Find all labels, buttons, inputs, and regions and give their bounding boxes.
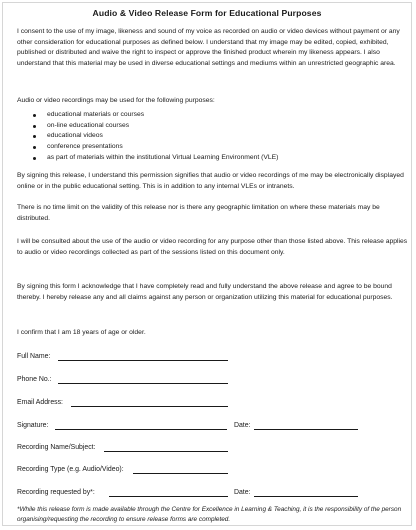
list-item: educational videos [31, 131, 278, 142]
recording-type-field[interactable] [133, 473, 228, 474]
document-page [2, 2, 412, 526]
date-field-2[interactable] [254, 496, 358, 497]
age-confirmation: I confirm that I am 18 years of age or older. [17, 329, 146, 336]
phone-field[interactable] [58, 383, 228, 384]
footnote: *While this release form is made available through the Centre for Excellence in Learning & Teaching, it is the responsibility of the person organising/requesting the recording to ensure release forms are completed. [17, 506, 402, 523]
email-label: Email Address: [17, 399, 63, 406]
date-field[interactable] [254, 429, 358, 430]
purposes-list [31, 110, 278, 164]
recording-name-field[interactable] [104, 451, 228, 452]
purposes-intro: Audio or video recordings may be used for the following purposes: [17, 97, 215, 104]
phone-label: Phone No.: [17, 376, 52, 383]
list-item: on-line educational courses [31, 121, 278, 132]
list-item: as part of materials within the institutional Virtual Learning Environment (VLE) [31, 153, 278, 164]
email-field[interactable] [71, 406, 228, 407]
full-name-field[interactable] [58, 360, 228, 361]
consultation-paragraph: I will be consulted about the use of the audio or video recording for any purpose other than those listed above. This release applies to audio or video recordings collected as part of the sessions listed on this document only. [17, 238, 408, 256]
time-limit-paragraph: There is no time limit on the validity of this release nor is there any geographic limitation on where these materials may be distributed. [17, 204, 380, 222]
signature-field[interactable] [55, 429, 227, 430]
recording-type-label: Recording Type (e.g. Audio/Video): [17, 466, 124, 473]
recording-name-label: Recording Name/Subject: [17, 444, 96, 451]
full-name-label: Full Name: [17, 353, 51, 360]
acknowledgement-paragraph: By signing this form I acknowledge that I have completely read and fully understand the above release and agree to be bound thereby. I hereby release any and all claims against any person or organization utilizing this material for educational purposes. [17, 283, 393, 301]
requested-by-label: Recording requested by*: [17, 489, 95, 496]
form-title: Audio & Video Release Form for Educational Purposes [92, 8, 322, 18]
requested-by-field[interactable] [109, 496, 228, 497]
list-item: educational materials or courses [31, 110, 278, 121]
date-label-2: Date: [234, 489, 251, 496]
list-item: conference presentations [31, 142, 278, 153]
consent-paragraph: I consent to the use of my image, likeness and sound of my voice as recorded on audio or video devices without payment or any other consideration for educational purposes as defined below. I understand that my image may be edited, copied, exhibited, published or distributed and waive the right to inspect or approve the finished product wherein my likeness appears. I also understand that this material may be used in diverse educational settings and mediums within an unrestricted geographic area. [17, 28, 400, 68]
signature-label: Signature: [17, 422, 49, 429]
permission-paragraph: By signing this release, I understand this permission signifies that audio or video recordings of me may be electronically displayed online or in the public educational setting. This is in addition to any internal VLEs or intranets. [17, 172, 404, 190]
date-label: Date: [234, 422, 251, 429]
